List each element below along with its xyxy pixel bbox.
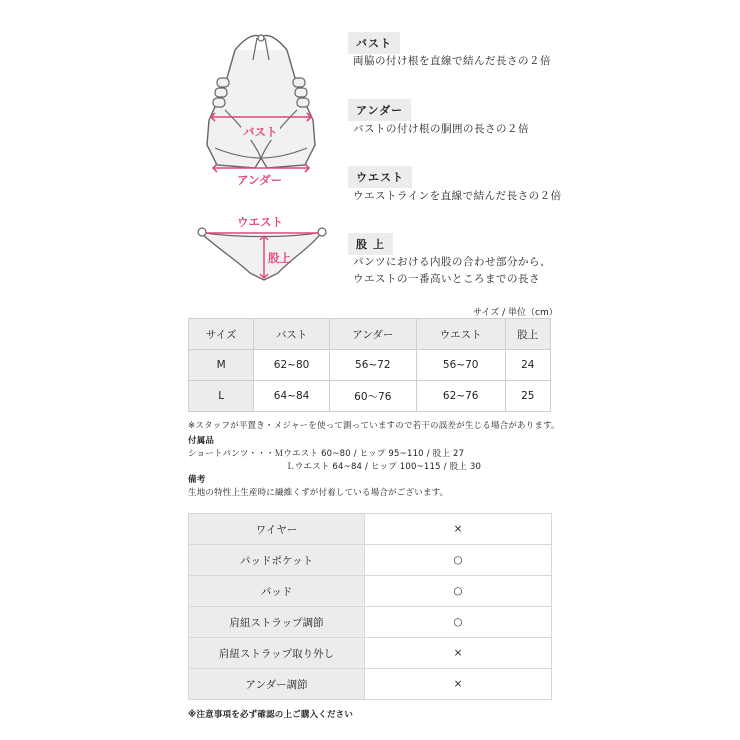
size-cell: 56~72 [329, 350, 416, 381]
feature-name: パッドポケット [189, 545, 365, 576]
feature-name: パッド [189, 576, 365, 607]
size-cell: 24 [505, 350, 550, 381]
feature-name: アンダー調節 [189, 669, 365, 700]
size-header-cell: アンダー [329, 319, 416, 350]
size-header-cell: サイズ [189, 319, 254, 350]
table-row [189, 576, 552, 607]
size-header-cell: ウエスト [416, 319, 505, 350]
illus-waist-label: ウエスト [237, 215, 283, 229]
size-cell: 25 [505, 381, 550, 412]
def-rise-text-2: ウエストの一番高いところまでの長さ [353, 273, 540, 285]
feature-value: × [365, 638, 552, 669]
illus-bust-label: バスト [243, 125, 278, 139]
accessory-title: 付属品 [188, 436, 215, 446]
feature-table [188, 513, 552, 700]
illus-under-label: アンダー [237, 173, 283, 187]
feature-name: ワイヤー [189, 514, 365, 545]
table-row [189, 514, 552, 545]
size-cell: L [189, 381, 254, 412]
illus-rise-label: 股上 [268, 251, 291, 265]
size-header-cell: バスト [254, 319, 329, 350]
remarks-title: 備考 [188, 475, 206, 485]
bikini-top-illustration [195, 30, 330, 190]
size-cell: 62~80 [254, 350, 329, 381]
size-cell: 56~70 [416, 350, 505, 381]
feature-value: ○ [365, 607, 552, 638]
feature-value: × [365, 514, 552, 545]
size-table [188, 318, 551, 412]
table-row [189, 669, 552, 700]
feature-value: × [365, 669, 552, 700]
size-cell: 62~76 [416, 381, 505, 412]
footer-note: ※注意事項を必ず確認の上ご購入ください [188, 710, 354, 720]
def-rise-text: パンツにおける内股の合わせ部分から、 [353, 256, 551, 268]
size-table-header [189, 319, 551, 350]
def-waist-text: ウエストラインを直線で結んだ長さの２倍 [353, 190, 562, 202]
def-rise-tag: 股 上 [348, 233, 393, 255]
def-bust-tag: バスト [348, 32, 400, 54]
table-row [189, 638, 552, 669]
remarks-text: 生地の特性上生産時に繊維くずが付着している場合がございます。 [188, 488, 449, 498]
table-row [189, 350, 551, 381]
table-row [189, 607, 552, 638]
size-header-cell: 股上 [505, 319, 550, 350]
accessory-m: ショートパンツ・・・Ｍウエスト 60~80 / ヒップ 95~110 / 股上 27 [188, 449, 465, 459]
feature-name: 肩紐ストラップ取り外し [189, 638, 365, 669]
def-bust-text: 両脇の付け根を直線で結んだ長さの２倍 [353, 55, 551, 67]
def-under-text: バストの付け根の胴囲の長さの２倍 [353, 123, 529, 135]
size-cell: 64~84 [254, 381, 329, 412]
table-row [189, 545, 552, 576]
feature-value: ○ [365, 576, 552, 607]
accessory-l: Ｌウエスト 64~84 / ヒップ 100~115 / 股上 30 [286, 462, 482, 472]
def-under-tag: アンダー [348, 99, 411, 121]
feature-value: ○ [365, 545, 552, 576]
def-waist-tag: ウエスト [348, 166, 412, 188]
table-row [189, 381, 551, 412]
feature-name: 肩紐ストラップ調節 [189, 607, 365, 638]
size-cell: M [189, 350, 254, 381]
size-cell: 60〜76 [329, 381, 416, 412]
staff-note: ※スタッフが平置き・メジャーを使って測っていますので若干の誤差が生じる場合があります。 [188, 421, 560, 431]
size-unit-label: サイズ / 単位（cm） [473, 308, 558, 318]
